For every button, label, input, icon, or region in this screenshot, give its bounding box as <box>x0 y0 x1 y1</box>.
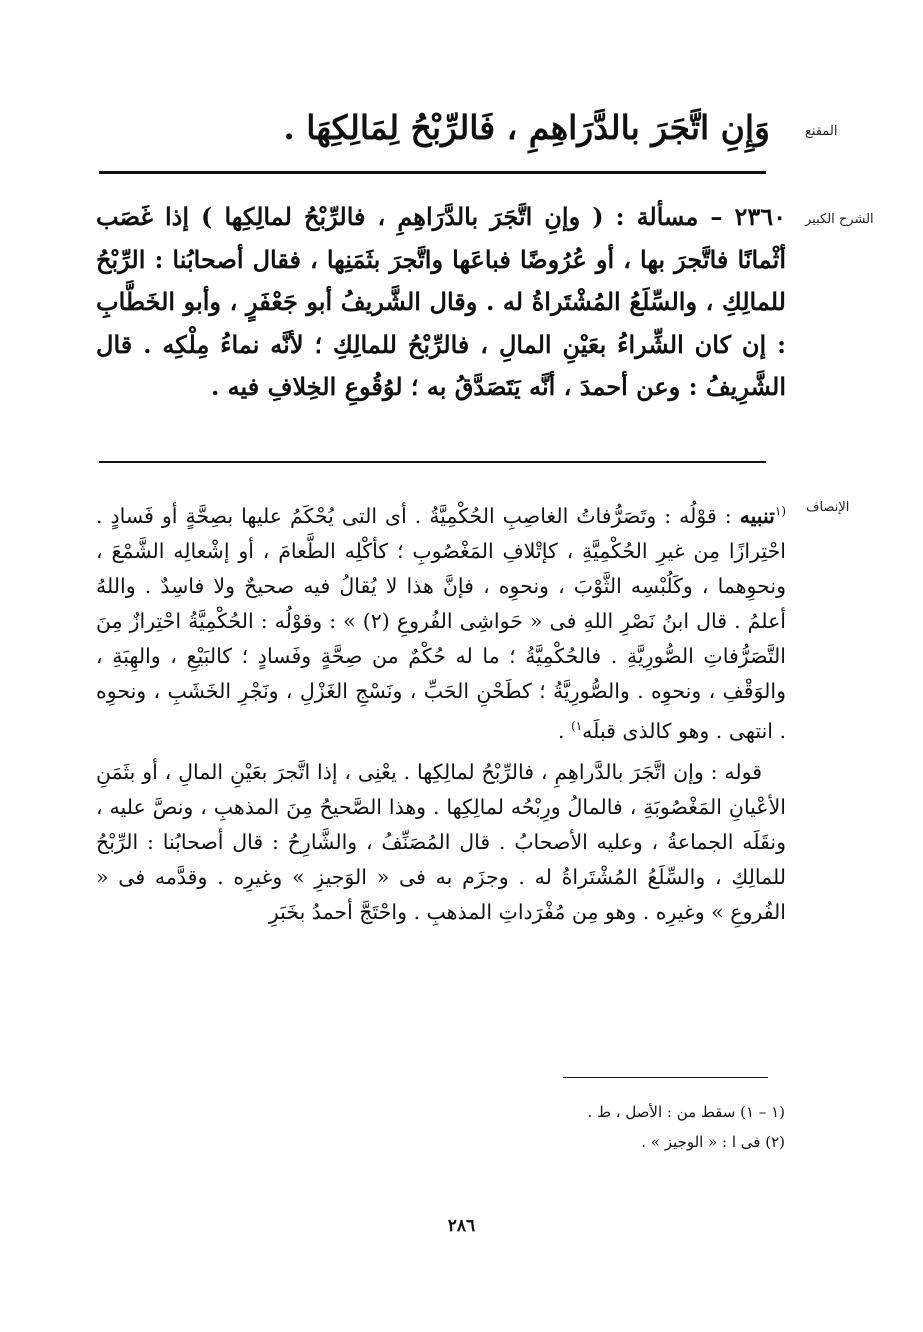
insaf-paragraph-2: قوله : وإن اتَّجَرَ بالدَّراهِمِ ، فالرِّبْحُ لمالِكِها . يعْنِى ، إذا اتَّجرَ بعَيْنِ المالِ ، أو بثَمَنِ الأعْيانِ المَغْصُوبَةِ ، فالمالُ ورِبْحُه لمالِكِها . وهذا الصَّحيحُ مِنَ المذهبِ ، ونصَّ عليه ، ونقَلَه الجماعةُ ، وعليه الأصحابُ . قال المُصَنِّفُ ، والشَّارِحُ : قال أصحابُنا : الرِّبْحُ للمالِكِ ، والسِّلَعُ المُشْتَراةُ له . وجزَم به فى « الوَجيزِ » وغيرِه . وقدَّمه فى « الفُروعِ » وغيرِه . وهو مِن مُفْرَداتِ المذهبِ . واحْتَجَّ أحمدُ بخَبَرِ <box>96 759 786 924</box>
insaf-paragraph-1 <box>96 494 786 749</box>
divider-thick <box>99 171 766 174</box>
label-sharh: الشرح الكبير <box>805 212 874 227</box>
sharh-body: – مسألة : ( وإنِ اتَّجَرَ بالدَّرَاهِمِ ، فالرِّبْحُ لمالِكِها ) إذا غَصَب أثْمانًا فاتَّجرَ بها ، أو عُرُوضًا فباعَها واتَّجرَ بثَمَنِها ، فقال أصحابُنا : الرِّبْحُ للمالِكِ ، والسِّلَعُ المُشْتَراةُ له . وقال الشَّريفُ أبو جَعْفَرٍ ، وأبو الخَطَّابِ : إن كان الشِّراءُ بعَيْنِ المالِ ، فالرِّبْحُ للمالِكِ ؛ لأنَّه نماءُ مِلْكِه . قال الشَّرِيفُ : وعن أحمدَ ، أنَّه يَتَصَدَّقُ به ؛ لوُقُوعِ الخِلافِ فيه . <box>96 202 786 401</box>
footnote-rule <box>563 1077 768 1078</box>
footnote-1: (١ – ١) سقط من : الأصل ، ط . <box>587 1103 785 1121</box>
footnotes <box>380 1097 785 1157</box>
label-muqni: المقنع <box>805 124 838 139</box>
insaf-p1-end: . <box>557 718 565 743</box>
omission-mark-open: (١ <box>774 504 786 518</box>
label-insaf: الإنصاف <box>806 500 850 515</box>
omission-mark-close: ١) <box>571 718 583 733</box>
sharh-text <box>96 196 786 409</box>
divider-thin <box>99 461 766 463</box>
tanbih-lead: تنبيه <box>739 503 775 528</box>
footnote-2: (٢) فى ا : « الوجيز » . <box>641 1133 785 1151</box>
insaf-text <box>96 494 786 930</box>
page-number: ٢٨٦ <box>447 1216 476 1236</box>
insaf-p1-body: : قوْلُه : وتَصَرُّفاتُ الغاصِبِ الحُكْمِيَّةُ . أى التى يُحْكَمُ عليها بصِحَّةٍ أو فَسادٍ . احْتِرازًا مِن غيرِ الحُكْمِيَّةِ ، كإتْلافِ المَغْصُوبِ ؛ كأكْلِه الطَّعامَ ، أو إشْعالِه الشَّمْعَ ، ونحوِهما ، وكَلُبْسِه الثَّوْبَ ، ونحوِه ، فإنَّ هذا لا يُقالُ فيه صحيحٌ ولا فاسِدٌ . واللهُ أعلمُ . قال ابنُ نَصْرِ اللهِ فى « حَواشِى الفُروعِ (٢) » : وقوْلُه : الحُكْمِيَّةُ احْتِرازٌ مِنَ التَّصَرُّفاتِ الصُّورِيَّةِ . فالحُكْمِيَّةُ ؛ ما له حُكْمٌ من صِحَّةٍ وفَسادٍ ؛ كالبَيْعِ ، والهِبَةِ ، والوَقْفِ ، ونحوِه . والصُّورِيَّةُ ؛ كطَحْنِ الحَبِّ ، ونَسْجِ الغَزْلِ ، ونَجْرِ الخَشَبِ ، ونحوِه . انتهى . وهو كالذى قبلَه <box>96 503 786 743</box>
matn-text: وَإِنِ اتَّجَرَ بالدَّرَاهِمِ ، فَالرِّبْحُ لِمَالِكِهَا . <box>283 108 770 147</box>
masala-number: ٢٣٦٠ <box>734 202 787 231</box>
